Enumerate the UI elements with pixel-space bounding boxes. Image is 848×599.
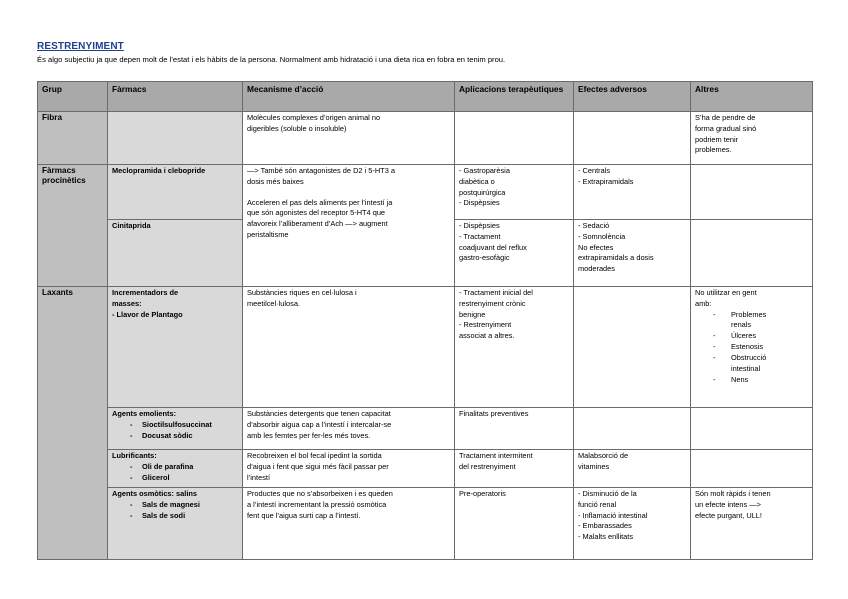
mechanism-cell: Molècules complexes d’origen animal no digeribles (soluble o insoluble) xyxy=(243,112,455,165)
list-item: - Sals de sodi xyxy=(112,511,238,522)
table-row-procinetics-1 xyxy=(38,165,813,220)
applications-cell xyxy=(455,112,574,165)
list-item: - Docusat sòdic xyxy=(112,431,238,442)
intro-text: És algo subjectiu ja que depen molt de l’estat i els hàbits de la persona. Normalment amb hidratació i una dieta rica en fobra en tenim prou. xyxy=(37,55,506,64)
group-cell: Fàrmacs procinètics xyxy=(38,165,108,287)
mechanism-cell: Recobreixen el bol fecal ipedint la sortida d’aigua i fent que sigui més fàcil passar per l’intestí xyxy=(243,450,455,488)
drug-cell: Agents emolients: - Sioctilsulfosuccinat - Docusat sòdic xyxy=(108,408,243,450)
header-row xyxy=(38,82,813,112)
header-efectes: Efectes adversos xyxy=(574,82,691,112)
table-row-laxants-1 xyxy=(38,287,813,408)
others-cell xyxy=(691,220,813,287)
mechanism-cell: Substàncies riques en cel·lulosa i meetilcel·lulosa. xyxy=(243,287,455,408)
table-row-fibra xyxy=(38,112,813,165)
others-cell: Són molt ràpids i tenen un efecte intens —> efecte purgant, ULL! xyxy=(691,488,813,560)
others-cell: No utilitzar en gent amb: - Problemes renals - Úlceres - Estenosis - Obstrucció intestinal - Nens xyxy=(691,287,813,408)
list-item: - Sioctilsulfosuccinat xyxy=(112,420,238,431)
list-item: - Obstrucció intestinal xyxy=(695,353,781,375)
header-altres: Altres xyxy=(691,82,813,112)
applications-cell: Pre-operatoris xyxy=(455,488,574,560)
mechanism-cell: Substàncies detergents que tenen capacitat d’absorbir aigua cap a l’intestí i intercalar-se amb les femtes per fer-les més toves. xyxy=(243,408,455,450)
list-item: - Nens xyxy=(695,375,808,386)
adverse-effects-cell: - Disminució de la funció renal - Inflamació intestinal - Embarassades - Malalts enllitats xyxy=(574,488,691,560)
table-row-laxants-2 xyxy=(38,408,813,450)
applications-cell: Tractament intermitent del restrenyiment xyxy=(455,450,574,488)
adverse-effects-cell: Malabsorció de vitamines xyxy=(574,450,691,488)
table-row-laxants-4 xyxy=(38,488,813,560)
list-item: - Glicerol xyxy=(112,473,238,484)
header-aplicacions: Aplicacions terapèutiques xyxy=(455,82,574,112)
applications-cell: - Dispèpsies - Tractament coadjuvant del reflux gastro-esofàgic xyxy=(455,220,574,287)
drug-cell: Incrementadors de masses: - Llavor de Plantago xyxy=(108,287,243,408)
drug-cell: Cinitaprida xyxy=(108,220,243,287)
list-item: - Oli de parafina xyxy=(112,462,238,473)
adverse-effects-cell: - Sedació - Somnolència No efectes extrapiramidals a dosis moderades xyxy=(574,220,691,287)
drug-cell: Meclopramida i clebopride xyxy=(108,165,243,220)
mechanism-cell: —> També són antagonistes de D2 i 5-HT3 a dosis més baixes Acceleren el pas dels aliments per l’intestí ja que són agonistes del receptor 5-HT4 que afavoreix l’alliberament d’Ach —> augment peristaltisme xyxy=(243,165,455,287)
others-cell: S’ha de pendre de forma gradual sinó podriem tenir problemes. xyxy=(691,112,813,165)
list-item: - Problemes renals xyxy=(695,310,781,332)
applications-cell: - Gastroparèsia diabètica o postquirúrgica - Dispèpsies xyxy=(455,165,574,220)
drug-cell xyxy=(108,112,243,165)
document-title: RESTRENYIMENT xyxy=(37,41,124,52)
drug-cell: Lubrificants: - Oli de parafina - Glicerol xyxy=(108,450,243,488)
applications-cell: - Tractament inicial del restrenyiment crònic benigne - Restrenyiment associat a altres. xyxy=(455,287,574,408)
drug-table xyxy=(37,81,813,560)
list-item: - Sals de magnesi xyxy=(112,500,238,511)
group-cell: Fibra xyxy=(38,112,108,165)
drug-cell: Agents osmòtics: salins - Sals de magnesi - Sals de sodi xyxy=(108,488,243,560)
list-item: - Úlceres xyxy=(695,331,808,342)
table-row-laxants-3 xyxy=(38,450,813,488)
others-cell xyxy=(691,408,813,450)
others-cell xyxy=(691,165,813,220)
header-grup: Grup xyxy=(38,82,108,112)
header-farmacs: Fàrmacs xyxy=(108,82,243,112)
adverse-effects-cell xyxy=(574,287,691,408)
group-cell: Laxants xyxy=(38,287,108,560)
others-cell xyxy=(691,450,813,488)
adverse-effects-cell xyxy=(574,112,691,165)
adverse-effects-cell xyxy=(574,408,691,450)
mechanism-cell: Productes que no s’absorbeixen i es queden a l’intestí incrementant la pressió osmòtica fent que l’aigua surti cap a l’intestí. xyxy=(243,488,455,560)
applications-cell: Finalitats preventives xyxy=(455,408,574,450)
header-mecanisme: Mecanisme d’acció xyxy=(243,82,455,112)
adverse-effects-cell: - Centrals - Extrapiramidals xyxy=(574,165,691,220)
list-item: - Estenosis xyxy=(695,342,808,353)
